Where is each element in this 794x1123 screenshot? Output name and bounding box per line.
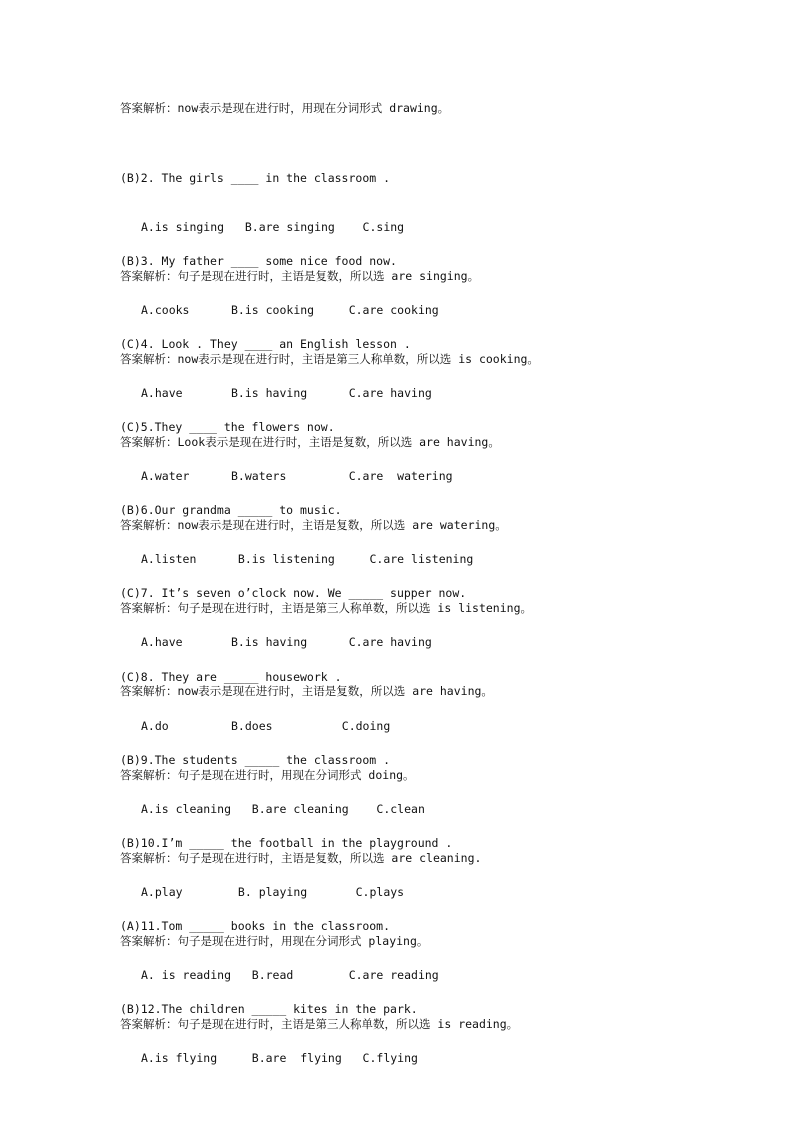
question-12 — [120, 971, 418, 1097]
analysis-label: 答案解析： — [120, 851, 178, 865]
question-stem: (C)8. They are _____ housework . — [120, 670, 342, 684]
question-options: A.is singing B.are singing C.sing — [141, 220, 405, 234]
analysis-text: Look表示是现在进行时，主语是复数，所以选 are having。 — [177, 435, 500, 449]
analysis-text: 句子是现在进行时，用现在分词形式 playing。 — [177, 934, 429, 948]
question-stem: (C)5.They ____ the flowers now. — [120, 420, 335, 434]
analysis-text: 句子是现在进行时，主语是第三人称单数，所以选 is reading。 — [177, 1017, 519, 1031]
analysis-label: 答案解析： — [120, 768, 178, 782]
analysis-label: 答案解析： — [120, 101, 178, 115]
analysis-label: 答案解析： — [120, 684, 178, 698]
analysis-label: 答案解析： — [120, 934, 178, 948]
analysis-text: now表示是现在进行时，主语是复数，所以选 are watering。 — [177, 518, 507, 532]
question-options: A.have B.is having C.are having — [141, 635, 432, 649]
intro-analysis — [120, 99, 449, 117]
analysis-text: 句子是现在进行时，主语是第三人称单数，所以选 is listening。 — [177, 601, 533, 615]
analysis-label: 答案解析： — [120, 269, 178, 283]
analysis-label: 答案解析： — [120, 435, 178, 449]
question-options: A.is cleaning B.are cleaning C.clean — [141, 802, 425, 816]
analysis-label: 答案解析： — [120, 601, 178, 615]
question-stem: (B)9.The students _____ the classroom . — [120, 753, 391, 767]
question-options: A.play B. playing C.plays — [141, 885, 405, 899]
question-stem: (B)10.I’m _____ the football in the playground . — [120, 836, 453, 850]
analysis-text: now表示是现在进行时，主语是复数，所以选 are having。 — [177, 684, 493, 698]
question-stem: (B)3. My father ____ some nice food now. — [120, 254, 397, 268]
question-stem: (B)6.Our grandma _____ to music. — [120, 503, 342, 517]
question-options: A.have B.is having C.are having — [141, 386, 432, 400]
question-stem: (A)11.Tom _____ books in the classroom. — [120, 919, 391, 933]
question-stem: (C)7. It’s seven o’clock now. We _____ supper now. — [120, 586, 467, 600]
question-options: A. is reading B.read C.are reading — [141, 968, 439, 982]
question-stem: (B)2. The girls ____ in the classroom . — [120, 171, 391, 185]
question-options: A.listen B.is listening C.are listening — [141, 552, 474, 566]
analysis-label: 答案解析： — [120, 352, 178, 366]
question-stem: (B)12.The children _____ kites in the park. — [120, 1002, 418, 1016]
analysis-text: now表示是现在进行时，主语是第三人称单数，所以选 is cooking。 — [177, 352, 539, 366]
analysis-label: 答案解析： — [120, 518, 178, 532]
analysis-text: 句子是现在进行时，用现在分词形式 doing。 — [177, 768, 415, 782]
question-stem: (C)4. Look . They ____ an English lesson . — [120, 337, 411, 351]
question-options: A.do B.does C.doing — [141, 719, 391, 733]
analysis-text: 句子是现在进行时，主语是复数，所以选 are cleaning. — [177, 851, 482, 865]
analysis-label: 答案解析： — [120, 1017, 178, 1031]
question-options: A.cooks B.is cooking C.are cooking — [141, 303, 439, 317]
question-options: A.is flying B.are flying C.flying — [141, 1051, 418, 1065]
analysis-text: 句子是现在进行时，主语是复数，所以选 are singing。 — [177, 269, 480, 283]
analysis-text: now表示是现在进行时，用现在分词形式 drawing。 — [177, 101, 450, 115]
question-options: A.water B.waters C.are watering — [141, 469, 453, 483]
